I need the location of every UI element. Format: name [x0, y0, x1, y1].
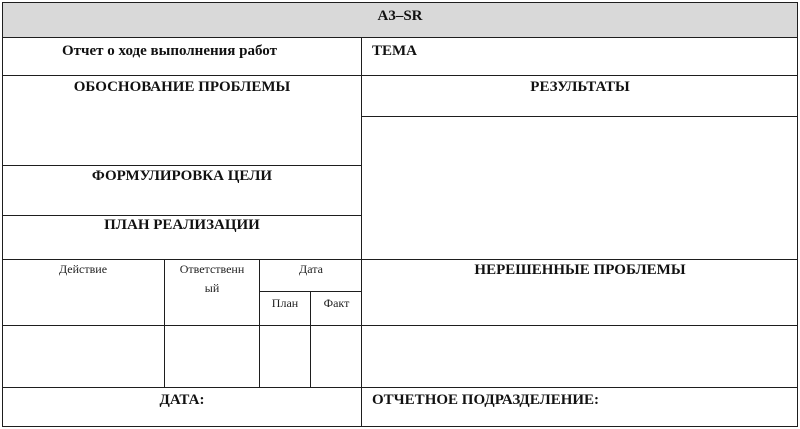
border-top — [2, 2, 798, 3]
department-label: ОТЧЕТНОЕ ПОДРАЗДЕЛЕНИЕ: — [372, 392, 600, 408]
border-right — [797, 2, 798, 427]
divider-table-head — [2, 325, 798, 326]
divider-plan — [2, 259, 798, 260]
divider-goal — [2, 215, 362, 216]
unresolved-label: НЕРЕШЕННЫЕ ПРОБЛЕМЫ — [474, 262, 686, 278]
plan-label: ПЛАН РЕАЛИЗАЦИИ — [104, 217, 260, 233]
responsible-header-line1: Ответственн — [179, 262, 245, 276]
divider-problem — [2, 165, 362, 166]
divider-header — [2, 37, 798, 38]
date-header: Дата — [299, 262, 323, 276]
form-code: A3–SR — [377, 8, 423, 24]
col-responsible-divider — [259, 259, 260, 387]
results-label: РЕЗУЛЬТАТЫ — [530, 79, 630, 95]
divider-title-row — [2, 75, 798, 76]
actual-header: Факт — [323, 296, 350, 310]
col-action-divider — [164, 259, 165, 387]
action-header: Действие — [58, 262, 108, 276]
topic-label: ТЕМА — [372, 43, 417, 59]
goal-label: ФОРМУЛИРОВКА ЦЕЛИ — [91, 168, 273, 184]
planned-header: План — [271, 296, 299, 310]
divider-footer — [2, 387, 798, 388]
responsible-header-line2: ый — [204, 281, 220, 295]
border-bottom — [2, 426, 798, 427]
divider-results — [362, 116, 798, 117]
date-label: ДАТА: — [159, 392, 205, 408]
problem-label: ОБОСНОВАНИЕ ПРОБЛЕМЫ — [73, 79, 291, 95]
report-title: Отчет о ходе выполнения работ — [62, 43, 277, 59]
